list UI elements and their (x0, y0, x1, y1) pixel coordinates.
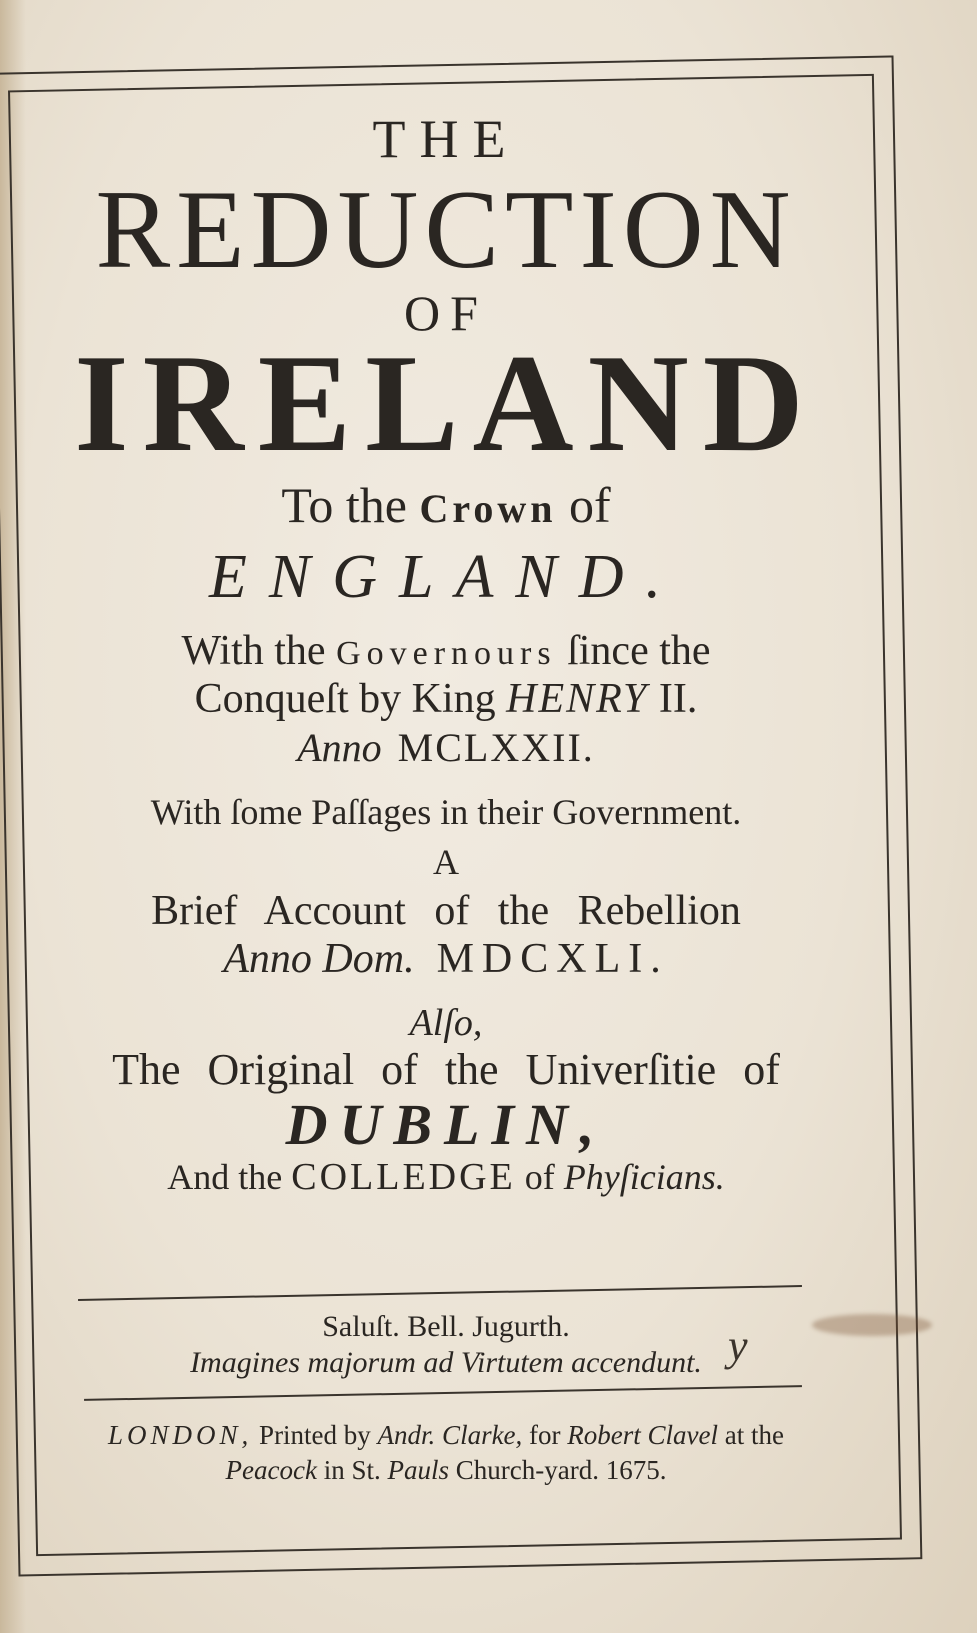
anno-number: MCLXXII. (397, 725, 595, 770)
anno-dom-word: Anno Dom. (223, 936, 415, 982)
anno-dom-number: MDCXLI. (436, 936, 669, 982)
imprint-in: in St. (316, 1455, 388, 1485)
handwritten-mark: y (728, 1321, 748, 1370)
imprint-at: at the (718, 1420, 784, 1450)
imprint-sign: Peacock (225, 1455, 317, 1485)
epigraph-source: Saluſt. Bell. Jugurth. (322, 1310, 570, 1343)
conquest-pre: Conqueſt by King (194, 676, 507, 722)
gov-caps: Governours (336, 635, 557, 672)
anno-word: Anno (297, 725, 382, 770)
imprint-church: Church-yard. 1675. (449, 1455, 667, 1485)
governours-line (36, 630, 856, 672)
gov-pre: With the (181, 628, 337, 674)
imprint-line-1 (36, 1420, 856, 1451)
conquest-line (36, 678, 856, 720)
imprint-publisher: Robert Clavel (567, 1420, 718, 1450)
original-line: The Original of the Univerſitie of (112, 1045, 780, 1094)
dublin-line: DUBLIN, (285, 1092, 607, 1157)
crown-word: Crown (419, 486, 557, 531)
college-pre: And the (167, 1157, 292, 1197)
crown-pre: To the (281, 477, 420, 533)
gov-post: ſince the (556, 628, 711, 674)
crown-post: of (556, 477, 611, 533)
ink-stain (812, 1314, 932, 1336)
king-name: HENRY (506, 676, 649, 722)
title-reduction: REDUCTION (95, 168, 797, 292)
epigraph-quote: Imagines majorum ad Virtutem accendunt. (190, 1346, 702, 1379)
also-line: Alſo, (409, 1002, 483, 1044)
title-ireland: IRELAND (74, 326, 818, 481)
imprint-for: for (522, 1420, 568, 1450)
title-crown-line (36, 477, 856, 533)
imprint-pauls: Pauls (387, 1455, 450, 1485)
imprint-line-2 (36, 1455, 856, 1486)
title-block (36, 100, 856, 1196)
passages-line: With ſome Paſſages in their Government. (150, 792, 742, 832)
account-a: A (433, 842, 459, 882)
conquest-post: II. (648, 676, 698, 722)
imprint-printer: Andr. Clarke, (377, 1420, 523, 1450)
title-of: OF (404, 285, 488, 341)
anno-1641-line (36, 938, 856, 980)
anno-1172-line (36, 725, 856, 770)
college-physicians: Phyſicians. (563, 1157, 725, 1197)
college-of: of (515, 1157, 564, 1197)
imprint-printed: Printed by (252, 1420, 378, 1450)
title-england: ENGLAND. (209, 543, 683, 611)
brief-account-line: Brief Account of the Rebellion (151, 888, 741, 934)
imprint-city: LONDON, (108, 1420, 253, 1450)
colledge-line (36, 1158, 856, 1196)
college-caps: COLLEDGE (291, 1156, 516, 1198)
title-the: THE (372, 109, 520, 169)
